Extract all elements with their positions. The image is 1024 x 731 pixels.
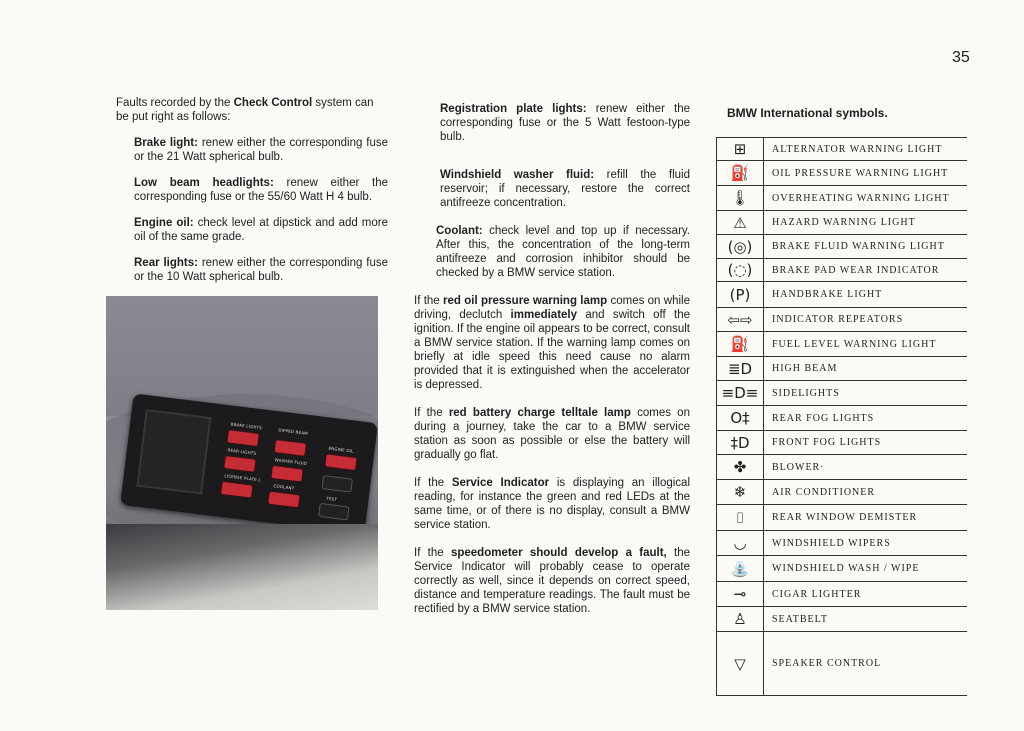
symbol-label: BLOWER· <box>763 455 825 479</box>
rear-fog-icon: O‡ <box>730 409 750 427</box>
snowflake-icon: ❄ <box>733 483 747 501</box>
symbol-row <box>717 234 967 258</box>
oil-can-icon: ⛽ <box>730 164 750 182</box>
symbol-row <box>717 479 967 504</box>
symbol-row <box>717 504 967 530</box>
symbol-label: BRAKE FLUID WARNING LIGHT <box>763 235 945 258</box>
block-washer-fluid <box>410 168 690 210</box>
panel-label: LICENSE PLATE L <box>224 473 262 483</box>
symbol-row <box>717 581 967 606</box>
handbrake-icon: (P) <box>729 285 751 304</box>
paragraph-battery <box>410 406 690 462</box>
symbol-row <box>717 555 967 581</box>
symbol-label: SPEAKER CONTROL <box>763 632 881 695</box>
block-registration-plate <box>410 102 690 144</box>
washer-icon: ⛲ <box>730 559 750 578</box>
symbol-label: REAR WINDOW DEMISTER <box>763 505 917 530</box>
led-license-plate <box>220 481 253 499</box>
para-text: If the <box>414 477 452 489</box>
para-text: the Service Indicator will probably cease to operate correctly as well, since it depends on correct speed, distance and temperature readings. The fault must be rectified by a BMW service station. <box>414 547 690 615</box>
symbol-label: HAZARD WARNING LIGHT <box>763 211 916 234</box>
panel-label: WASHER FLUID <box>274 457 308 467</box>
fault-item-brake-light <box>134 136 388 164</box>
para-bold: Service Indicator <box>451 477 550 489</box>
middle-column <box>410 102 690 616</box>
panel-label: REAR LIGHTS <box>227 447 257 456</box>
fault-item-low-beam <box>134 176 388 204</box>
para-text: comes on during a journey, take the car to a BMW service station as soon as possible or else the battery will gradually go flat. <box>414 407 690 461</box>
led-rear-lights <box>223 455 256 473</box>
panel-label: COOLANT <box>273 483 295 491</box>
para-text: is displaying an illogical reading, for instance the green and red LEDs at the same time, or of there is no display, consult a BMW service station. <box>414 477 690 531</box>
symbol-row <box>717 405 967 430</box>
symbol-row <box>717 631 967 696</box>
paragraph-service-indicator <box>410 476 690 532</box>
high-beam-icon: ≣D <box>727 359 753 378</box>
led-coolant <box>267 491 300 509</box>
cigar-lighter-icon: ⊸ <box>733 585 747 603</box>
brake-fluid-icon: (◎) <box>727 237 753 256</box>
sidelights-icon: ≡D≡ <box>721 384 759 402</box>
led-engine-oil <box>324 453 357 471</box>
symbol-label: FRONT FOG LIGHTS <box>763 431 881 454</box>
front-fog-icon: ‡D <box>730 433 750 452</box>
symbol-label: CIGAR LIGHTER <box>763 582 861 606</box>
symbol-row <box>717 160 967 185</box>
seatbelt-icon: ♙ <box>733 610 747 628</box>
led-washer-fluid <box>270 465 303 483</box>
check-control-photo <box>106 296 378 610</box>
fault-item-engine-oil <box>134 216 388 244</box>
symbol-row <box>717 281 967 307</box>
para-bold: speedometer should develop a fault, <box>450 547 667 559</box>
fault-item-text: check level at dipstick and add more oil of the same grade. <box>134 217 388 243</box>
brake-pad-icon: (◌) <box>727 261 753 279</box>
fuel-pump-icon: ⛽ <box>730 335 750 353</box>
paragraph-oil-pressure <box>410 294 690 392</box>
fault-item-title: Low beam headlights: <box>134 177 274 189</box>
intro-suffix: system can be put right as follows: <box>116 97 374 123</box>
symbol-label: BRAKE PAD WEAR INDICATOR <box>763 259 939 281</box>
rear-demister-icon: ⌷ <box>735 508 745 527</box>
symbol-label: HANDBRAKE LIGHT <box>763 282 882 307</box>
symbol-label: WINDSHIELD WIPERS <box>763 531 891 555</box>
fault-item-text: renew either the corresponding fuse or the 55/60 Watt H 4 bulb. <box>134 177 388 203</box>
para-text: comes on while driving, declutch <box>414 295 690 321</box>
panel-label: TEST <box>326 495 338 502</box>
para-text: If the <box>414 295 444 307</box>
block-title: Registration plate lights: <box>440 103 587 115</box>
symbol-row <box>717 210 967 234</box>
symbol-label: FUEL LEVEL WARNING LIGHT <box>763 332 936 356</box>
fault-item-rear-lights <box>134 256 388 284</box>
symbol-label: WINDSHIELD WASH / WIPE <box>763 556 919 581</box>
symbol-label: SEATBELT <box>763 607 828 631</box>
block-text: check level and top up if necessary. After this, the concentration of the long-term antifreeze and corrosion inhibitor should be checked by a BMW service station. <box>436 225 690 279</box>
symbol-row <box>717 185 967 210</box>
thermometer-icon: 🌡 <box>730 189 750 207</box>
para-text: If the <box>414 407 449 419</box>
panel-label: ENGINE OIL <box>328 445 354 454</box>
test-button <box>318 503 349 521</box>
para-bold: immediately <box>510 309 578 321</box>
symbol-label: HIGH BEAM <box>763 357 837 380</box>
led-brake-lights <box>226 429 259 447</box>
led-dipped-beam <box>274 439 307 457</box>
block-text: refill the fluid reservoir; if necessary, restore the correct antifreeze concentration. <box>440 169 690 209</box>
para-bold: red battery charge telltale lamp <box>448 407 631 419</box>
symbol-label: OIL PRESSURE WARNING LIGHT <box>763 161 948 185</box>
symbol-label: INDICATOR REPEATORS <box>763 308 903 331</box>
para-bold: red oil pressure warning lamp <box>443 295 608 307</box>
symbol-row <box>717 307 967 331</box>
symbol-label: OVERHEATING WARNING LIGHT <box>763 186 950 210</box>
console-lower <box>106 524 378 610</box>
intro-prefix: Faults recorded by the <box>116 97 234 109</box>
panel-button <box>321 475 352 493</box>
block-title: Windshield washer fluid: <box>440 169 595 181</box>
block-coolant <box>410 224 690 280</box>
indicator-arrows-icon: ⇦⇨ <box>727 310 753 329</box>
page-number: 35 <box>952 49 970 66</box>
symbol-label: SIDELIGHTS <box>763 381 840 405</box>
para-text: and switch off the ignition. If the engine oil appears to be correct, consult a BMW service station. If the warning lamp comes on briefly at idle speed this need cause no alarm provided that it is extinguished when the accelerator is depressed. <box>414 309 691 391</box>
panel-label: BRAKE LIGHTS <box>230 421 263 431</box>
wiper-icon: ◡ <box>733 534 747 552</box>
symbol-label: REAR FOG LIGHTS <box>763 406 874 430</box>
hazard-triangle-icon: ⚠ <box>733 213 747 232</box>
paragraph-speedometer <box>410 546 690 616</box>
symbol-row <box>717 137 967 160</box>
panel-screen <box>136 409 211 494</box>
fault-item-text: renew either the corresponding fuse or the 10 Watt spherical bulb. <box>134 257 389 283</box>
para-text: If the <box>414 547 451 559</box>
fault-item-text: renew either the corresponding fuse or the 21 Watt spherical bulb. <box>134 137 389 163</box>
symbol-row <box>717 356 967 380</box>
symbol-label: AIR CONDITIONER <box>763 480 875 504</box>
fault-item-title: Rear lights: <box>134 257 198 269</box>
left-column <box>116 96 388 284</box>
symbols-title: BMW International symbols. <box>727 106 888 120</box>
battery-icon: ⊞ <box>733 140 747 158</box>
symbol-row <box>717 331 967 356</box>
symbol-row <box>717 606 967 631</box>
intro-bold: Check Control <box>233 97 313 109</box>
fault-item-title: Brake light: <box>134 137 198 149</box>
speaker-control-icon: ▽ <box>734 654 746 673</box>
fan-icon: ✤ <box>733 458 747 476</box>
symbol-row <box>717 258 967 281</box>
symbol-row <box>717 380 967 405</box>
intro-paragraph <box>116 96 388 124</box>
symbol-row <box>717 454 967 479</box>
fault-item-title: Engine oil: <box>134 217 194 229</box>
panel-label: DIPPED BEAM <box>278 427 309 436</box>
symbols-table <box>716 137 967 696</box>
symbol-label: ALTERNATOR WARNING LIGHT <box>763 138 942 160</box>
symbol-row <box>717 530 967 555</box>
block-text: renew either the corresponding fuse or the 5 Watt festoon-type bulb. <box>440 103 690 143</box>
symbol-row <box>717 430 967 454</box>
block-title: Coolant: <box>436 225 483 237</box>
